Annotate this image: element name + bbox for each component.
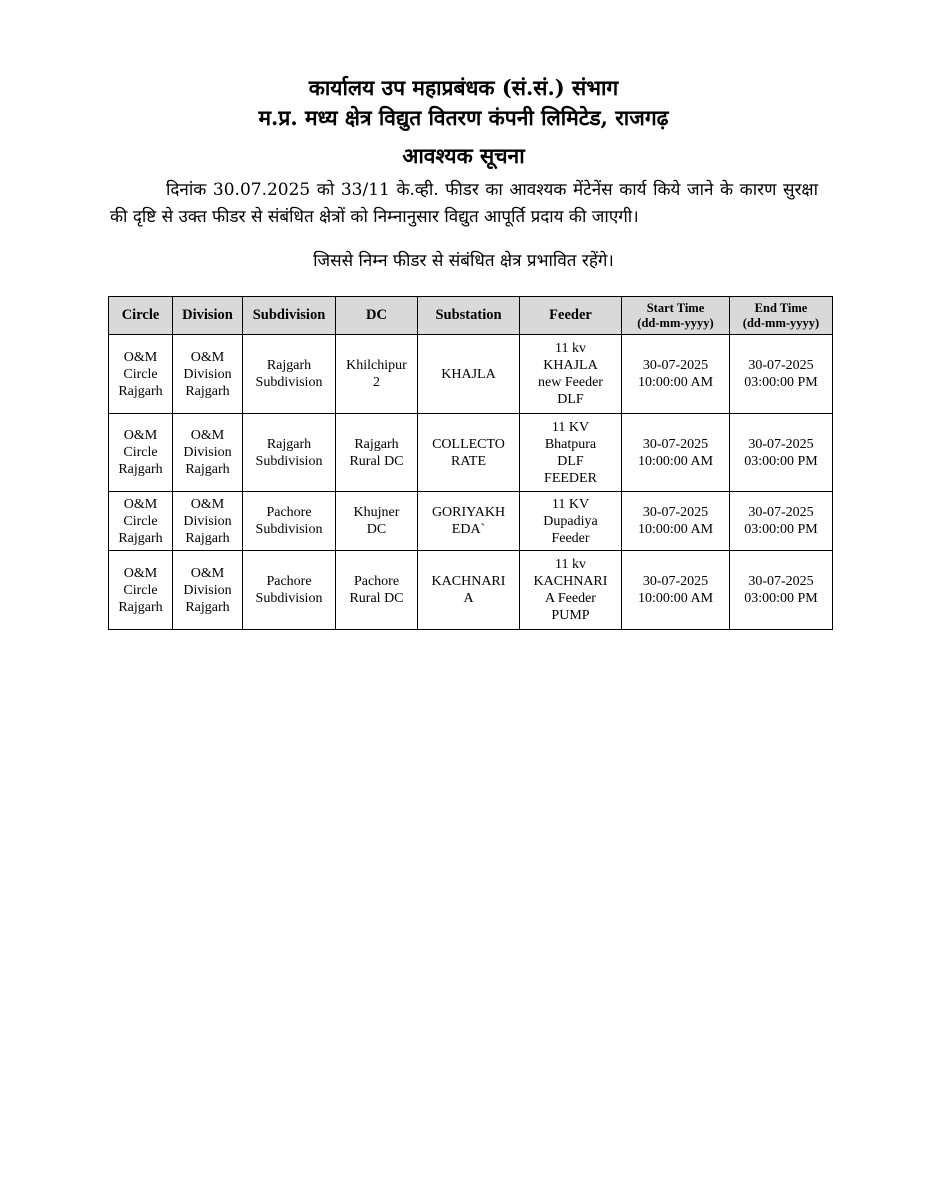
table-header-row	[109, 297, 833, 335]
cell-line: Rajgarh	[118, 599, 163, 615]
table-row	[109, 551, 833, 630]
cell-line: PUMP	[551, 608, 590, 623]
table-row	[109, 492, 833, 551]
cell-line: O&M	[123, 349, 158, 365]
col-header-end-time	[730, 297, 833, 335]
cell-line: Pachore	[353, 574, 400, 589]
cell-line: Pachore	[266, 574, 312, 589]
cell-line: Circle	[123, 366, 158, 382]
cell-line: Rajgarh	[185, 530, 230, 546]
cell-line: Rajgarh	[266, 358, 312, 373]
cell-line: KHAJLA	[441, 366, 496, 382]
table-row	[109, 335, 833, 414]
cell-dc	[336, 492, 418, 551]
cell-circle	[109, 492, 173, 551]
cell-end-time	[730, 492, 833, 551]
cell-substation	[418, 335, 520, 414]
cell-line: Circle	[123, 445, 158, 460]
cell-subdivision	[243, 335, 336, 414]
cell-start-time	[622, 414, 730, 492]
cell-line: 10:00:00 AM	[637, 591, 714, 606]
cell-line: Subdivision	[255, 375, 323, 390]
cell-line: 11 KV	[551, 496, 590, 512]
cell-line: O&M	[190, 349, 225, 365]
cell-start-time	[622, 492, 730, 551]
start-time-format: (dd-mm-yyyy)	[637, 315, 714, 330]
cell-end-time	[730, 551, 833, 630]
cell-circle	[109, 335, 173, 414]
cell-end-time	[730, 414, 833, 492]
cell-line: 03:00:00 PM	[744, 591, 818, 606]
cell-line: O&M	[123, 565, 158, 581]
cell-subdivision	[243, 414, 336, 492]
cell-line: Rajgarh	[185, 383, 230, 399]
cell-line: Rajgarh	[354, 436, 399, 452]
cell-line: Rajgarh	[185, 599, 230, 615]
cell-line: Pachore	[266, 505, 312, 520]
end-time-label: End Time	[754, 300, 808, 315]
cell-line: DC	[366, 522, 387, 537]
cell-start-time	[622, 335, 730, 414]
cell-line: 30-07-2025	[748, 574, 814, 589]
cell-line: O&M	[190, 428, 225, 443]
notice-title: आवश्यक सूचना	[402, 143, 525, 168]
cell-line: Rajgarh	[266, 436, 312, 452]
cell-line: Subdivision	[255, 591, 323, 606]
cell-line: 30-07-2025	[748, 436, 814, 452]
cell-line: O&M	[123, 428, 158, 443]
cell-line: Rural DC	[349, 453, 404, 469]
cell-line: RATE	[451, 453, 486, 469]
cell-line: 2	[373, 375, 380, 390]
cell-line: A Feeder	[545, 591, 596, 606]
end-time-format: (dd-mm-yyyy)	[742, 315, 820, 330]
cell-line: KACHNARI	[533, 574, 608, 589]
cell-line: DLF	[557, 392, 584, 407]
cell-circle	[109, 414, 173, 492]
cell-line: new Feeder	[538, 375, 603, 390]
cell-line: Subdivision	[255, 522, 323, 537]
cell-circle	[109, 551, 173, 630]
cell-substation	[418, 414, 520, 492]
cell-line: Circle	[123, 513, 158, 529]
cell-line: EDA`	[451, 522, 486, 537]
col-header-circle: Circle	[109, 297, 173, 335]
cell-line: Rajgarh	[118, 462, 163, 477]
cell-line: Division	[183, 366, 232, 382]
cell-line: Rajgarh	[118, 530, 163, 546]
table-row	[109, 414, 833, 492]
cell-division	[173, 492, 243, 551]
cell-end-time	[730, 335, 833, 414]
company-heading: म.प्र. मध्य क्षेत्र विद्युत वितरण कंपनी लिमिटेड, राजगढ़	[258, 105, 669, 130]
cell-line: 03:00:00 PM	[744, 453, 818, 469]
cell-line: Division	[183, 445, 232, 460]
cell-line: Feeder	[551, 530, 590, 546]
cell-line: Rajgarh	[118, 383, 163, 399]
cell-line: GORIYAKH	[431, 505, 506, 520]
cell-line: KHAJLA	[543, 358, 598, 373]
start-time-label: Start Time	[646, 300, 705, 315]
cell-line: 03:00:00 PM	[744, 522, 818, 537]
cell-feeder	[520, 414, 622, 492]
col-header-substation: Substation	[418, 297, 520, 335]
cell-dc	[336, 414, 418, 492]
col-header-feeder: Feeder	[520, 297, 622, 335]
cell-feeder	[520, 551, 622, 630]
col-header-start-time	[622, 297, 730, 335]
cell-substation	[418, 551, 520, 630]
notice-paragraph: दिनांक 30.07.2025 को 33/11 के.व्ही. फीडर का आवश्यक मेंटेनेंस कार्य किये जाने के कारण सुरक्षा की दृष्टि से उक्त फीडर से संबंधित क्षेत्रों को निम्नानुसार विद्युत आपूर्ति प्रदाय की जाएगी।	[110, 180, 818, 227]
cell-line: Khujner	[353, 505, 400, 520]
cell-division	[173, 551, 243, 630]
cell-line: Dupadiya	[543, 513, 598, 529]
cell-line: Subdivision	[255, 453, 323, 469]
cell-dc	[336, 551, 418, 630]
cell-line: A	[463, 591, 474, 606]
affected-areas-line: जिससे निम्न फीडर से संबंधित क्षेत्र प्रभावित रहेंगे।	[313, 251, 614, 271]
cell-line: 30-07-2025	[748, 358, 814, 373]
cell-line: DLF	[557, 453, 584, 469]
col-header-subdivision: Subdivision	[243, 297, 336, 335]
cell-line: Circle	[123, 582, 158, 598]
col-header-dc: DC	[336, 297, 418, 335]
cell-line: 10:00:00 AM	[637, 453, 714, 469]
cell-division	[173, 335, 243, 414]
cell-start-time	[622, 551, 730, 630]
cell-line: 10:00:00 AM	[637, 522, 714, 537]
cell-line: COLLECTO	[432, 436, 505, 452]
cell-line: 11 kv	[555, 341, 586, 356]
cell-line: Rajgarh	[185, 462, 230, 477]
cell-line: FEEDER	[544, 470, 597, 486]
cell-line: Khilchipur	[346, 358, 407, 373]
cell-line: 11 KV	[551, 419, 590, 435]
cell-line: 03:00:00 PM	[744, 375, 818, 390]
feeder-schedule-table	[108, 296, 833, 630]
cell-line: 11 kv	[555, 557, 586, 572]
cell-line: KACHNARI	[431, 574, 506, 589]
cell-line: 30-07-2025	[642, 436, 709, 452]
cell-line: O&M	[123, 496, 158, 512]
cell-line: 30-07-2025	[642, 574, 709, 589]
cell-substation	[418, 492, 520, 551]
cell-subdivision	[243, 551, 336, 630]
cell-feeder	[520, 492, 622, 551]
cell-line: Rural DC	[349, 591, 404, 606]
cell-line: 10:00:00 AM	[637, 375, 714, 390]
cell-line: Division	[183, 513, 232, 529]
cell-line: O&M	[190, 496, 225, 512]
cell-line: Bhatpura	[544, 436, 597, 452]
cell-line: O&M	[190, 565, 225, 581]
cell-line: Division	[183, 582, 232, 598]
cell-division	[173, 414, 243, 492]
cell-feeder	[520, 335, 622, 414]
office-heading: कार्यालय उप महाप्रबंधक (सं.सं.) संभाग	[308, 75, 619, 100]
col-header-division: Division	[173, 297, 243, 335]
cell-line: 30-07-2025	[642, 505, 709, 520]
cell-dc	[336, 335, 418, 414]
cell-line: 30-07-2025	[642, 358, 709, 373]
cell-line: 30-07-2025	[748, 505, 814, 520]
cell-subdivision	[243, 492, 336, 551]
